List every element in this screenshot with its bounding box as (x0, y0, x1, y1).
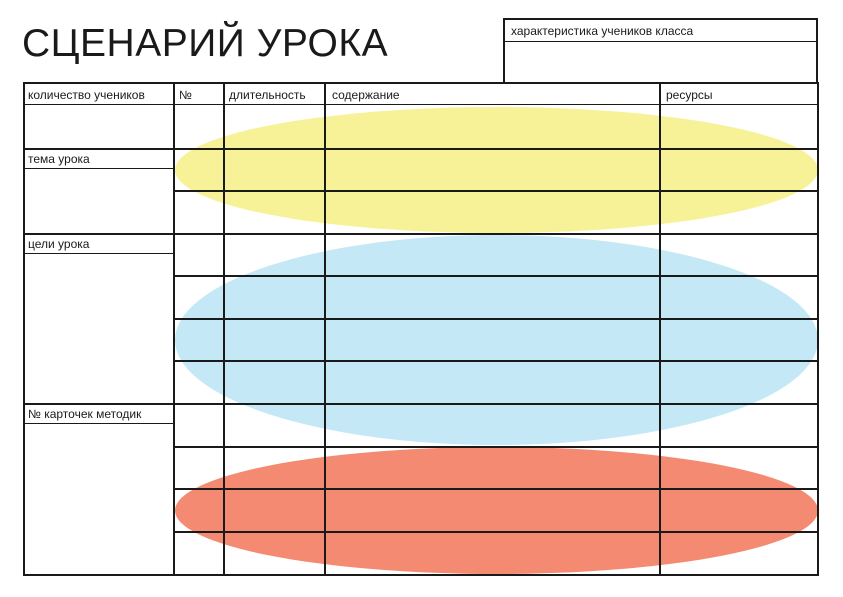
row-line (173, 531, 819, 533)
left-section-line (23, 233, 175, 235)
row-line (173, 275, 819, 277)
row-line (173, 318, 819, 320)
left-section-line (23, 148, 175, 150)
lesson-topic-label: тема урока (24, 151, 173, 169)
column-divider (223, 82, 225, 576)
row-line (173, 446, 819, 448)
row-line (173, 148, 819, 150)
header-student-count: количество учеников (28, 88, 145, 102)
table-right-border (817, 82, 819, 576)
page-title: СЦЕНАРИЙ УРОКА (22, 22, 389, 65)
header-resources: ресурсы (666, 88, 713, 102)
class-characteristics-box[interactable] (503, 18, 818, 82)
table-top-border (23, 82, 819, 84)
method-cards-label: № карточек методик (24, 406, 173, 424)
table-bottom-border (23, 574, 819, 576)
yellow-ellipse (175, 107, 818, 233)
left-section-line (23, 403, 175, 405)
row-line (173, 488, 819, 490)
column-divider (173, 82, 175, 576)
class-characteristics-label: характеристика учеников класса (505, 20, 816, 42)
header-content: содержание (332, 88, 400, 102)
lesson-goals-label: цели урока (24, 236, 173, 254)
row-line (173, 190, 819, 192)
column-divider (659, 82, 661, 576)
header-number: № (179, 88, 192, 102)
row-line (173, 403, 819, 405)
header-duration: длительность (229, 88, 306, 102)
blue-ellipse (175, 235, 818, 445)
red-ellipse (175, 447, 818, 574)
column-divider (324, 82, 326, 576)
header-underline (23, 104, 819, 105)
row-line (173, 233, 819, 235)
row-line (173, 360, 819, 362)
